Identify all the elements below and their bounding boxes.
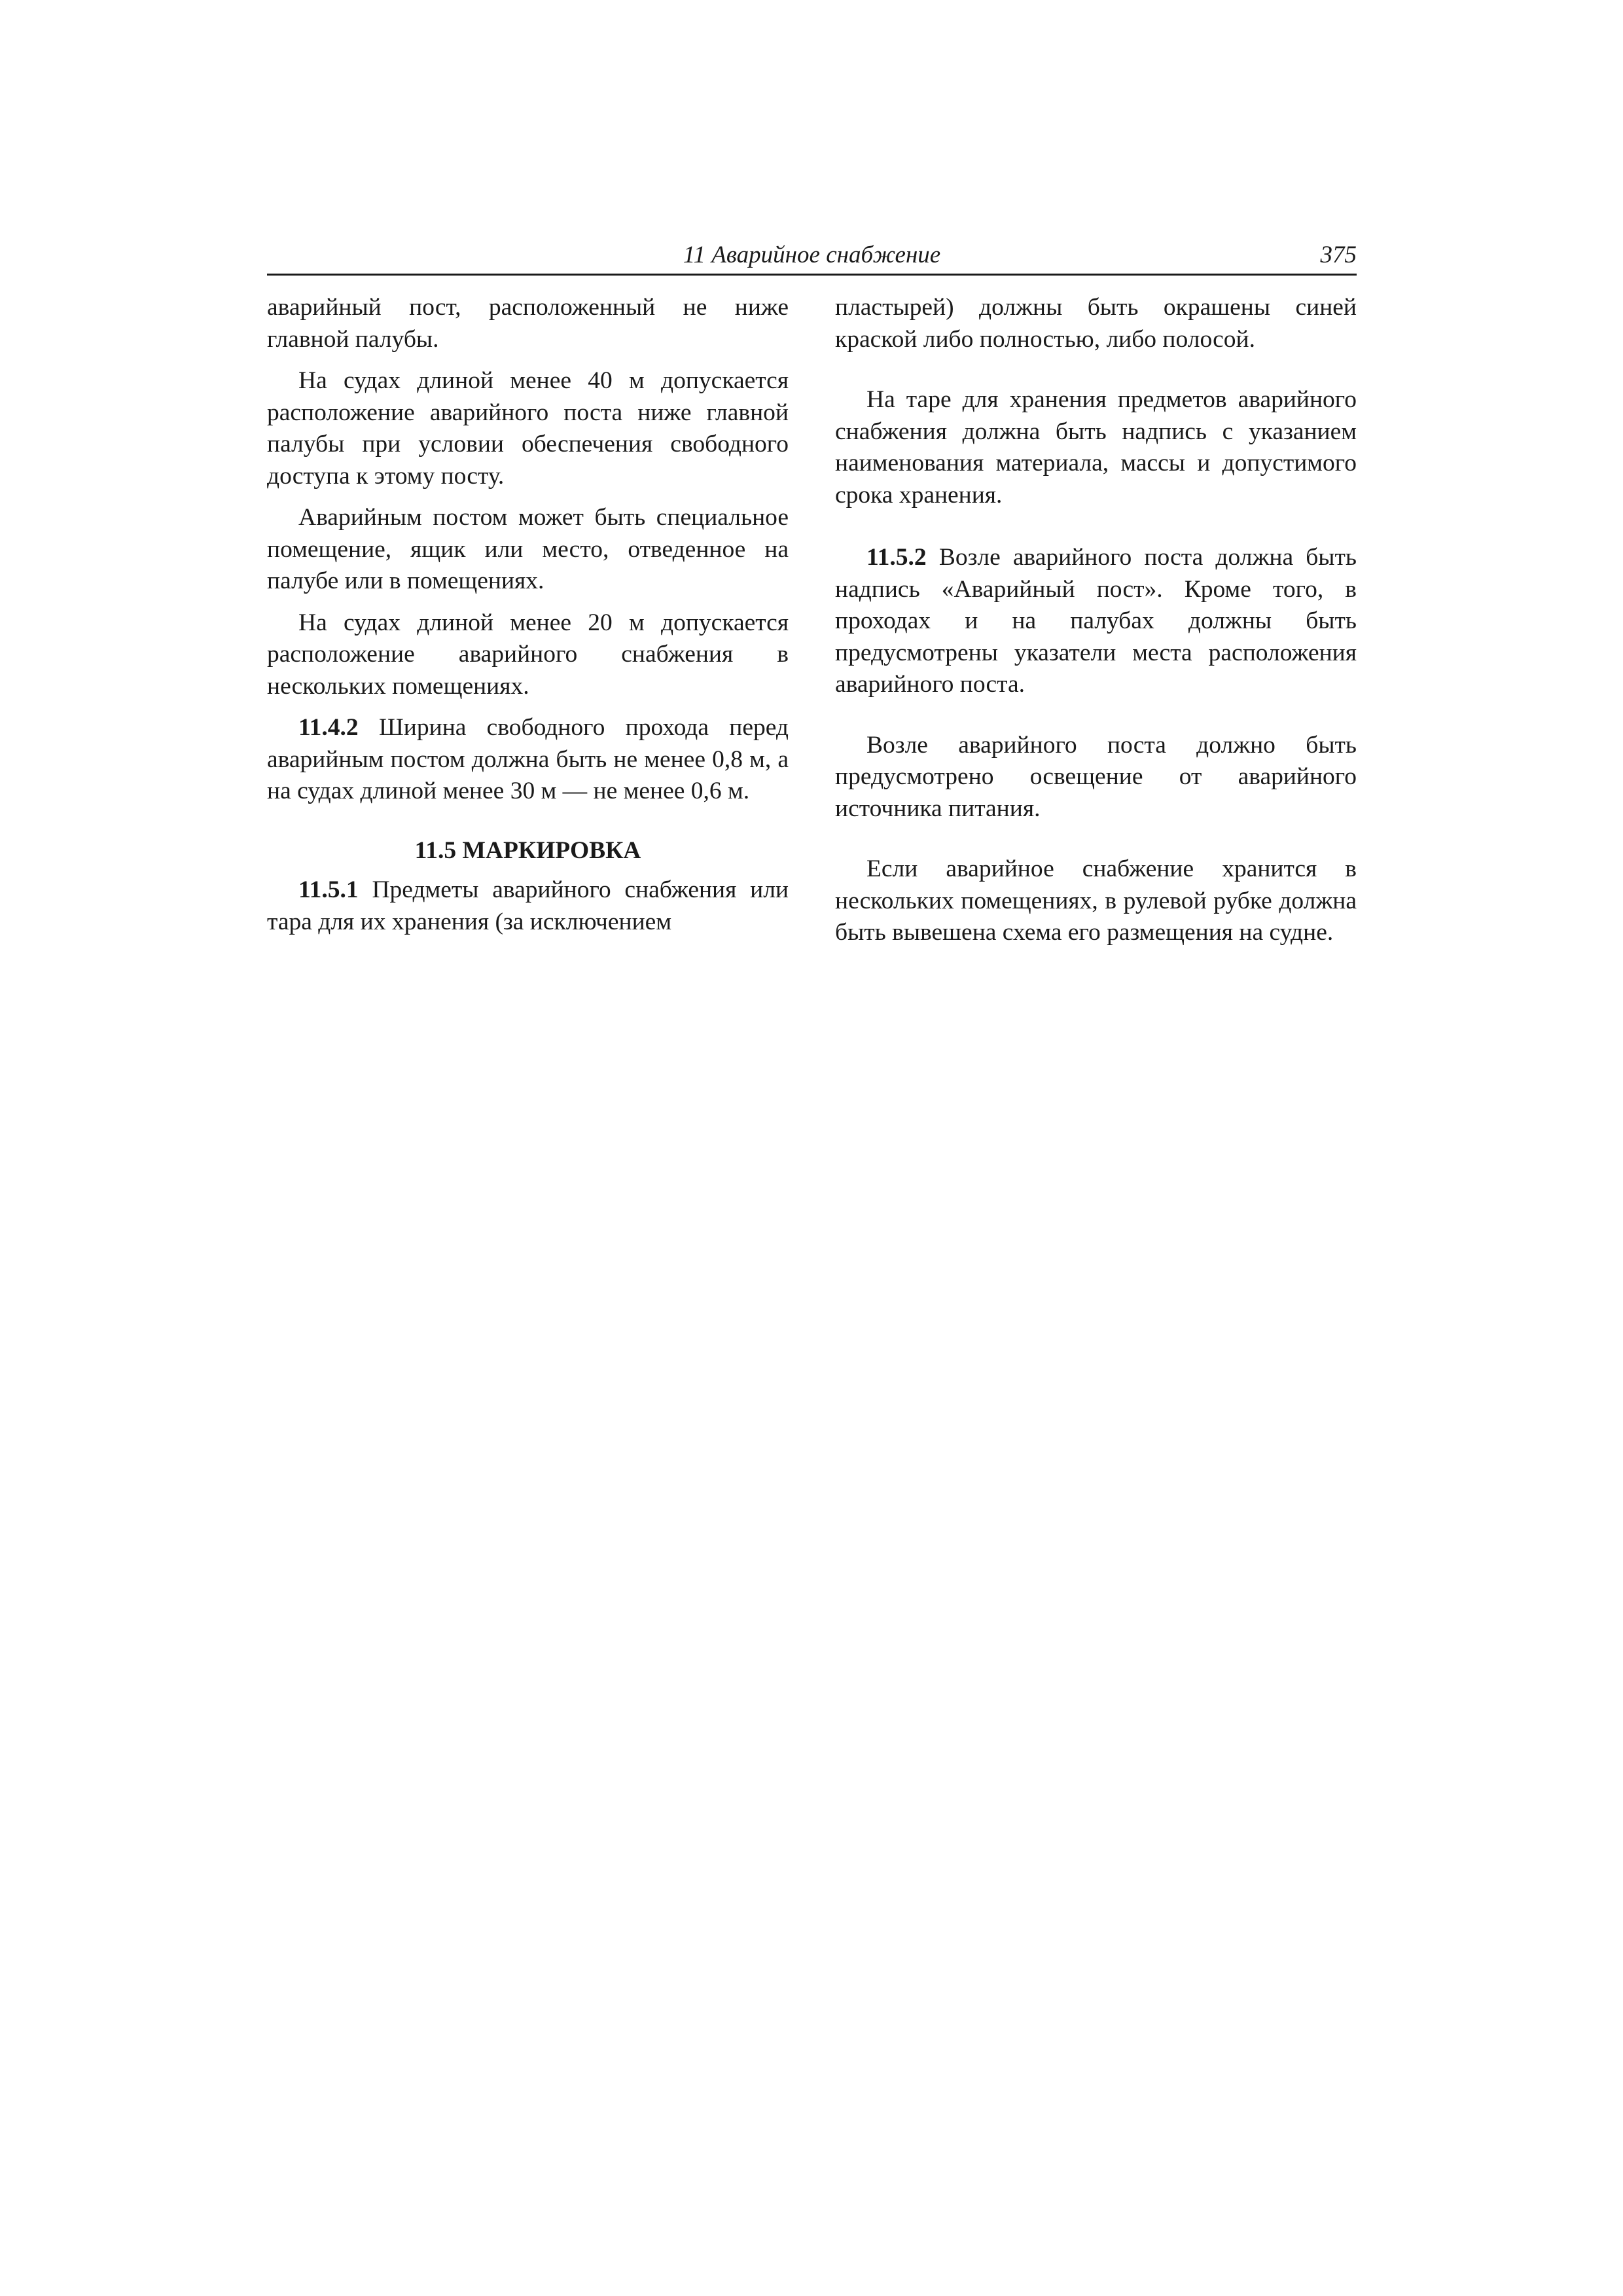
paragraph: Если аварийное снабжение хранится в нескольких помещениях, в рулевой рубке должна быть вывешена схема его размещения на судне. [835, 855, 1357, 946]
right-column [835, 292, 1357, 949]
page-number: 375 [1320, 242, 1357, 268]
clause-text: Ширина свободного прохода перед аварийным постом должна быть не менее 0,8 м, а на судах длиной менее 30 м — не менее 0,6 м. [267, 714, 789, 804]
paragraph: Возле аварийного поста должно быть предусмотрено освещение от аварийного источника питания. [835, 731, 1357, 822]
clause-number: 11.5.2 [866, 544, 927, 571]
running-header-title: 11 Аварийное снабжение [683, 242, 941, 268]
clause-paragraph [835, 542, 1357, 701]
paragraph: Аварийным постом может быть специальное помещение, ящик или место, отведенное на палубе или в помещениях. [267, 504, 789, 594]
paragraph: На судах длиной менее 40 м допускается расположение аварийного поста ниже главной палубы при условии обеспечения свободного доступа к этому посту. [267, 367, 789, 490]
clause-paragraph [267, 874, 789, 938]
left-column [267, 292, 789, 938]
clause-paragraph [267, 712, 789, 808]
paragraph-continuation: аварийный пост, расположенный не ниже главной палубы. [267, 294, 789, 353]
section-heading: 11.5 МАРКИРОВКА [414, 836, 641, 864]
clause-number: 11.4.2 [298, 714, 359, 741]
paragraph-continuation: пластырей) должны быть окрашены синей краской либо полностью, либо полосой. [835, 294, 1357, 353]
clause-text: Предметы аварийного снабжения или тара для их хранения (за исключением [267, 876, 789, 935]
paragraph: На таре для хранения предметов аварийного снабжения должна быть надпись с указанием наименования материала, массы и допустимого срока хранения. [835, 386, 1357, 509]
running-header [267, 240, 1357, 276]
clause-text: Возле аварийного поста должна быть надпись «Аварийный пост». Кроме того, в проходах и на палубах должны быть предусмотрены указатели места расположения аварийного поста. [835, 544, 1357, 698]
paragraph: На судах длиной менее 20 м допускается расположение аварийного снабжения в нескольких помещениях. [267, 609, 789, 700]
clause-number: 11.5.1 [298, 876, 359, 903]
